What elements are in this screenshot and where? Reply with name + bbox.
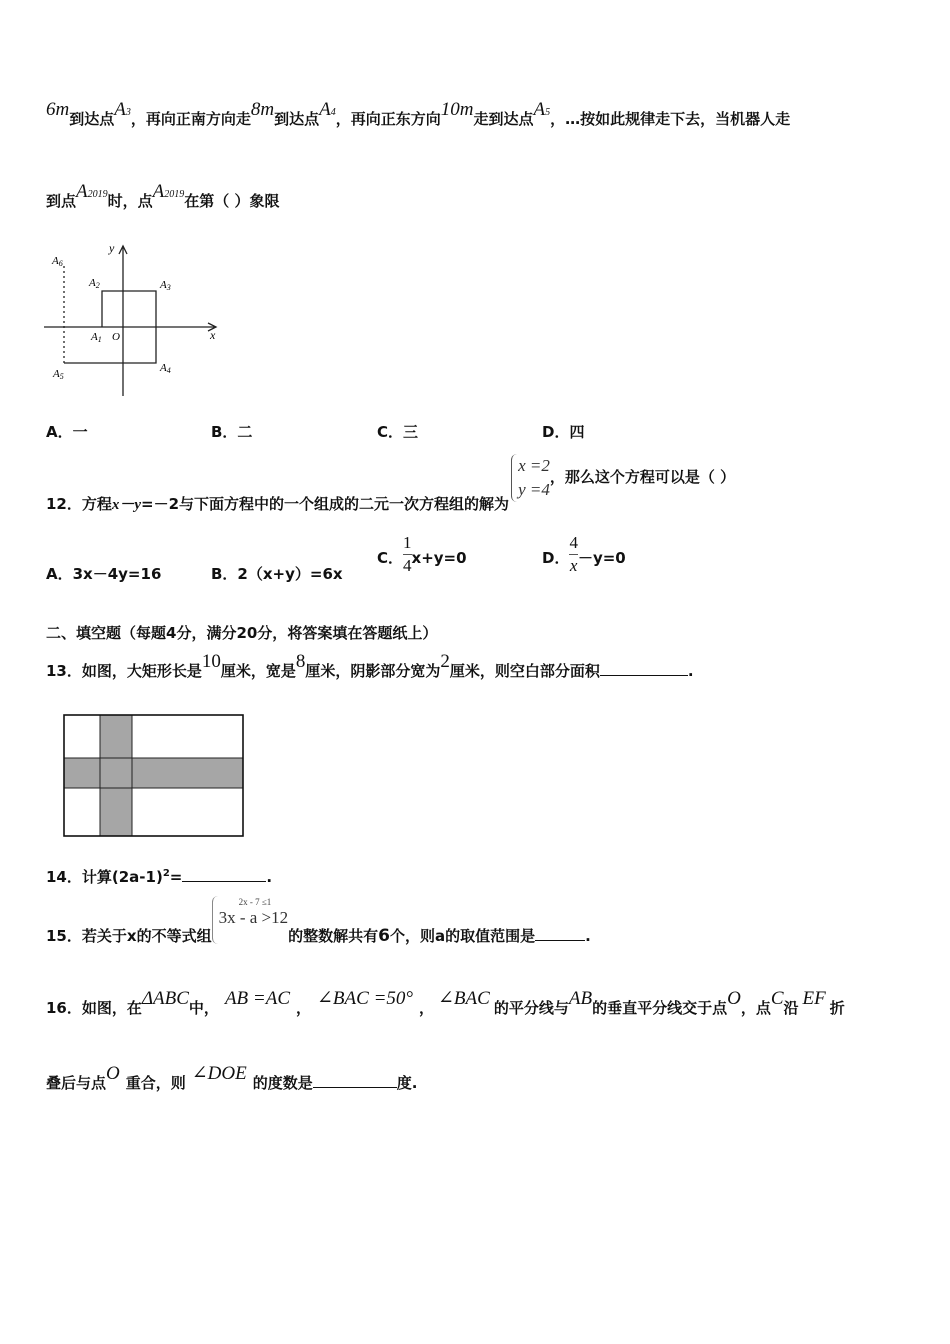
- q12-stem: [46, 454, 910, 513]
- inequality-system: 2x - 7 ≤1 3x - a >12: [212, 896, 289, 944]
- q11-coordinate-figure: [40, 238, 230, 403]
- answer-blank[interactable]: [182, 867, 266, 882]
- horizontal-shaded-strip: [64, 758, 243, 788]
- q12-option-c[interactable]: C． $\frac{1}{4}$ x+y=0: [377, 533, 467, 575]
- answer-blank[interactable]: [600, 661, 688, 676]
- point-a2019: A2019: [152, 181, 185, 202]
- answer-blank[interactable]: [313, 1073, 397, 1088]
- q11-option-a[interactable]: A．一: [46, 423, 88, 441]
- answer-blank[interactable]: [535, 926, 585, 941]
- q12-option-b[interactable]: B．2（x+y）=6x: [211, 565, 343, 583]
- point-a3: A3: [114, 99, 131, 120]
- text: ，再向正南方向走: [130, 110, 251, 128]
- distance-8m: 8m: [250, 99, 275, 120]
- point-a2019: A2019: [76, 181, 108, 202]
- distance-10m: 10m: [440, 99, 474, 120]
- q12-option-d[interactable]: D． $\frac{4}{x}$ －y=0: [542, 533, 626, 575]
- text: ，再向正东方向: [335, 110, 441, 128]
- y-label: y: [109, 241, 115, 255]
- fraction-one-quarter: $\frac{1}{4}$: [403, 533, 412, 575]
- angle-bac: ∠BAC: [438, 988, 490, 1009]
- q11-line-1: [46, 99, 910, 130]
- q13-stem: 13．如图，大矩形长是10厘米，宽是8厘米，阴影部分宽为2厘米，则空白部分面积 .: [46, 651, 694, 680]
- fraction-four-over-x: $\frac{4}{x}$: [569, 533, 578, 575]
- section-2-heading: 二、填空题（每题4分，满分20分，将答案填在答题纸上）: [46, 624, 438, 642]
- text: ，…按如此规律走下去，当机器人走: [550, 110, 791, 128]
- solution-system: x =2 y =4: [511, 454, 550, 502]
- q11-option-b[interactable]: B．二: [211, 423, 253, 441]
- point-a5: A5: [533, 99, 551, 120]
- text: 到达点: [69, 110, 115, 128]
- shade-width-value: 2: [440, 651, 450, 672]
- point-a4: A4: [319, 99, 336, 120]
- point-c: C: [770, 988, 784, 1009]
- text: 12．方程: [46, 494, 112, 513]
- q14-stem: 14．计算$(2a-1)^2=$ .: [46, 868, 273, 886]
- q12-option-a[interactable]: A．3x－4y=16: [46, 565, 162, 583]
- a5-label: A5: [53, 368, 64, 381]
- q11-line-2: [46, 181, 910, 212]
- a4-label: A4: [160, 362, 171, 375]
- equation-ab-ac: AB =AC: [224, 988, 290, 1009]
- text: =－2与下面方程中的一个组成的二元一次方程组的解为: [141, 494, 510, 513]
- text: 在第（ ）象限: [184, 192, 280, 210]
- q11-option-c[interactable]: C．三: [377, 423, 419, 441]
- q13-rectangle-figure: [62, 713, 246, 839]
- q11-option-d[interactable]: D．四: [542, 423, 585, 441]
- width-value: 8: [295, 651, 306, 672]
- point-o: O: [106, 1063, 120, 1084]
- x-label: x: [210, 328, 216, 342]
- point-o: O: [727, 988, 741, 1009]
- text: 走到达点: [473, 110, 534, 128]
- length-value: 10: [201, 651, 221, 672]
- equation-expr: x－y: [111, 496, 142, 513]
- angle-doe: ∠DOE: [191, 1063, 247, 1084]
- triangle-abc: ΔABC: [141, 988, 189, 1009]
- a6-label: A6: [52, 255, 63, 268]
- a3-label: A3: [160, 279, 171, 292]
- q15-stem: 15．若关于x的不等式组 2x - 7 ≤1 3x - a >12 的整数解共有6个，则a的取值范围是 .: [46, 897, 591, 946]
- q16-line-2: 叠后与点O 重合，则 ∠DOE 的度数是 度.: [46, 1063, 418, 1092]
- segment-ab: AB: [568, 988, 593, 1009]
- a2-label: A2: [89, 277, 100, 290]
- text: 时，点: [107, 192, 153, 210]
- q16-line-1: 16．如图，在ΔABC中， AB =AC ， ∠BAC =50° ， ∠BAC 的平分线与AB的垂直平分线交于点O，点C沿 EF 折: [46, 988, 845, 1017]
- a1-label: A1: [91, 331, 102, 344]
- text: 到点: [46, 192, 77, 210]
- angle-bac-50: ∠BAC =50°: [317, 988, 413, 1009]
- distance-6m: 6m: [46, 99, 70, 120]
- line-ef: EF: [802, 988, 826, 1009]
- text: 到达点: [274, 110, 320, 128]
- text: ，那么这个方程可以是（ ）: [549, 467, 736, 486]
- origin-label: O: [112, 331, 120, 343]
